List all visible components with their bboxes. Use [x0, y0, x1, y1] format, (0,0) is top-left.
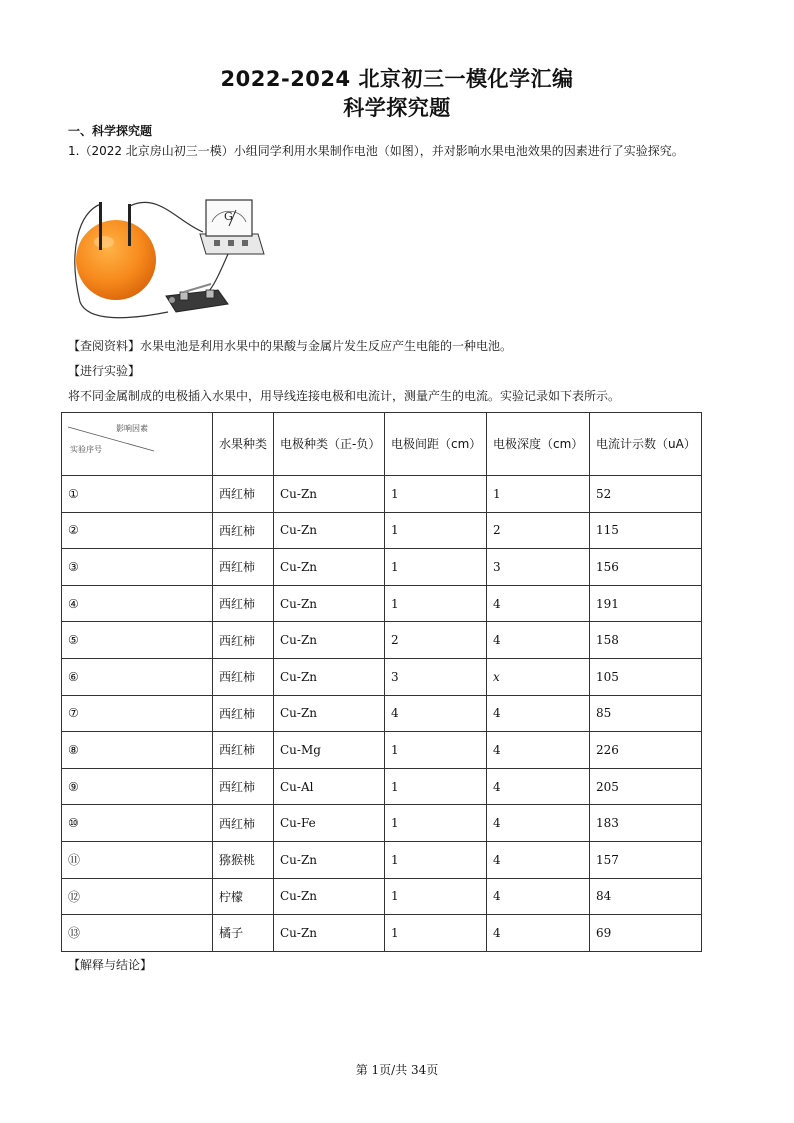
fruit-cell: 西红柿 — [213, 732, 274, 769]
current-cell: 183 — [590, 805, 702, 842]
electrode-cell: Cu-Zn — [274, 695, 385, 732]
current-cell: 157 — [590, 841, 702, 878]
current-cell: 205 — [590, 768, 702, 805]
header-electrode-type: 电极种类（正-负） — [274, 413, 385, 476]
table-row — [62, 915, 702, 952]
table-row — [62, 768, 702, 805]
electrode-cell: Cu-Zn — [274, 658, 385, 695]
table-row — [62, 658, 702, 695]
electrode-left — [99, 202, 102, 250]
table-row — [62, 549, 702, 586]
row-number: ⑫ — [62, 878, 213, 915]
question-text: 1.（2022 北京房山初三一模）小组同学利用水果制作电池（如图），并对影响水果电池效果的因素进行了实验探究。 — [68, 144, 684, 158]
diagonal-line — [62, 413, 213, 475]
experiment-description: 将不同金属制成的电极插入水果中，用导线连接电极和电流计，测量产生的电流。实验记录如下表所示。 — [68, 389, 621, 403]
row-number: ① — [62, 476, 213, 513]
spacing-cell: 1 — [385, 768, 487, 805]
fruit-cell: 西红柿 — [213, 476, 274, 513]
meter-label: G — [224, 210, 233, 223]
electrode-cell: Cu-Zn — [274, 512, 385, 549]
spacing-cell: 1 — [385, 841, 487, 878]
row-number: ④ — [62, 585, 213, 622]
electrode-cell: Cu-Zn — [274, 878, 385, 915]
fruit-cell: 橘子 — [213, 915, 274, 952]
fruit-cell: 西红柿 — [213, 768, 274, 805]
switch-icon — [166, 284, 228, 312]
spacing-cell: 1 — [385, 512, 487, 549]
diag-label-number: 实验序号 — [70, 445, 102, 454]
spacing-cell: 1 — [385, 915, 487, 952]
spacing-cell: 1 — [385, 732, 487, 769]
electrode-cell: Cu-Al — [274, 768, 385, 805]
electrode-cell: Cu-Zn — [274, 549, 385, 586]
wire-right — [208, 254, 228, 292]
spacing-cell: 1 — [385, 878, 487, 915]
table-row — [62, 805, 702, 842]
table-header-row — [62, 413, 702, 476]
current-cell: 69 — [590, 915, 702, 952]
electrode-cell: Cu-Zn — [274, 622, 385, 659]
table-row — [62, 585, 702, 622]
row-number: ③ — [62, 549, 213, 586]
current-cell: 84 — [590, 878, 702, 915]
depth-cell: 4 — [487, 768, 590, 805]
depth-cell: 4 — [487, 732, 590, 769]
table-row — [62, 841, 702, 878]
row-number: ⑧ — [62, 732, 213, 769]
fruit-cell: 西红柿 — [213, 512, 274, 549]
fruit-cell: 西红柿 — [213, 695, 274, 732]
depth-cell-unknown: x — [487, 658, 590, 695]
depth-cell: 4 — [487, 585, 590, 622]
fruit-battery-figure — [68, 192, 268, 327]
galvanometer-icon — [200, 200, 264, 254]
fruit-battery-diagram — [68, 192, 268, 327]
header-electrode-depth: 电极深度（cm） — [487, 413, 590, 476]
row-number: ⑨ — [62, 768, 213, 805]
current-cell: 191 — [590, 585, 702, 622]
experiment-table — [61, 412, 702, 952]
electrode-cell: Cu-Mg — [274, 732, 385, 769]
fruit-cell: 西红柿 — [213, 805, 274, 842]
electrode-cell: Cu-Zn — [274, 585, 385, 622]
diag-label-factor: 影响因素 — [116, 424, 148, 433]
table-row — [62, 695, 702, 732]
fruit-cell: 西红柿 — [213, 622, 274, 659]
depth-cell: 4 — [487, 878, 590, 915]
depth-cell: 2 — [487, 512, 590, 549]
spacing-cell: 1 — [385, 585, 487, 622]
row-number: ⑥ — [62, 658, 213, 695]
table-row — [62, 732, 702, 769]
current-cell: 158 — [590, 622, 702, 659]
diagonal-header-cell — [62, 413, 213, 476]
orange-fruit-icon — [76, 220, 156, 300]
row-number: ② — [62, 512, 213, 549]
experiment-heading: 【进行实验】 — [68, 364, 141, 378]
row-number: ⑬ — [62, 915, 213, 952]
spacing-cell: 1 — [385, 805, 487, 842]
row-number: ⑩ — [62, 805, 213, 842]
depth-cell: 4 — [487, 915, 590, 952]
row-number: ⑦ — [62, 695, 213, 732]
fruit-cell: 西红柿 — [213, 658, 274, 695]
page-title: 2022-2024 北京初三一模化学汇编 — [220, 67, 574, 91]
page-footer: 第 1页/共 34页 — [355, 1063, 439, 1077]
electrode-cell: Cu-Zn — [274, 841, 385, 878]
spacing-cell: 4 — [385, 695, 487, 732]
fruit-cell: 西红柿 — [213, 585, 274, 622]
current-cell: 156 — [590, 549, 702, 586]
header-current: 电流计示数（uA） — [590, 413, 702, 476]
fruit-cell: 柠檬 — [213, 878, 274, 915]
spacing-cell: 2 — [385, 622, 487, 659]
depth-cell: 4 — [487, 695, 590, 732]
header-electrode-spacing: 电极间距（cm） — [385, 413, 487, 476]
spacing-cell: 3 — [385, 658, 487, 695]
depth-cell: 4 — [487, 805, 590, 842]
spacing-cell: 1 — [385, 476, 487, 513]
electrode-cell: Cu-Fe — [274, 805, 385, 842]
wire-top — [130, 202, 203, 232]
electrode-cell: Cu-Zn — [274, 915, 385, 952]
table-row — [62, 512, 702, 549]
table-row — [62, 622, 702, 659]
depth-cell: 3 — [487, 549, 590, 586]
table-row — [62, 476, 702, 513]
current-cell: 226 — [590, 732, 702, 769]
current-cell: 115 — [590, 512, 702, 549]
fruit-cell: 猕猴桃 — [213, 841, 274, 878]
conclusion-heading: 【解释与结论】 — [68, 958, 153, 972]
fruit-cell: 西红柿 — [213, 549, 274, 586]
depth-cell: 4 — [487, 841, 590, 878]
header-fruit: 水果种类 — [213, 413, 274, 476]
current-cell: 85 — [590, 695, 702, 732]
row-number: ⑤ — [62, 622, 213, 659]
electrode-cell: Cu-Zn — [274, 476, 385, 513]
current-cell: 52 — [590, 476, 702, 513]
row-number: ⑪ — [62, 841, 213, 878]
reference-text: 【查阅资料】水果电池是利用水果中的果酸与金属片发生反应产生电能的一种电池。 — [68, 339, 513, 353]
electrode-right — [128, 204, 131, 246]
depth-cell: 4 — [487, 622, 590, 659]
spacing-cell: 1 — [385, 549, 487, 586]
section-heading: 一、科学探究题 — [68, 124, 153, 138]
page-subtitle: 科学探究题 — [343, 96, 451, 120]
depth-cell: 1 — [487, 476, 590, 513]
current-cell: 105 — [590, 658, 702, 695]
table-row — [62, 878, 702, 915]
